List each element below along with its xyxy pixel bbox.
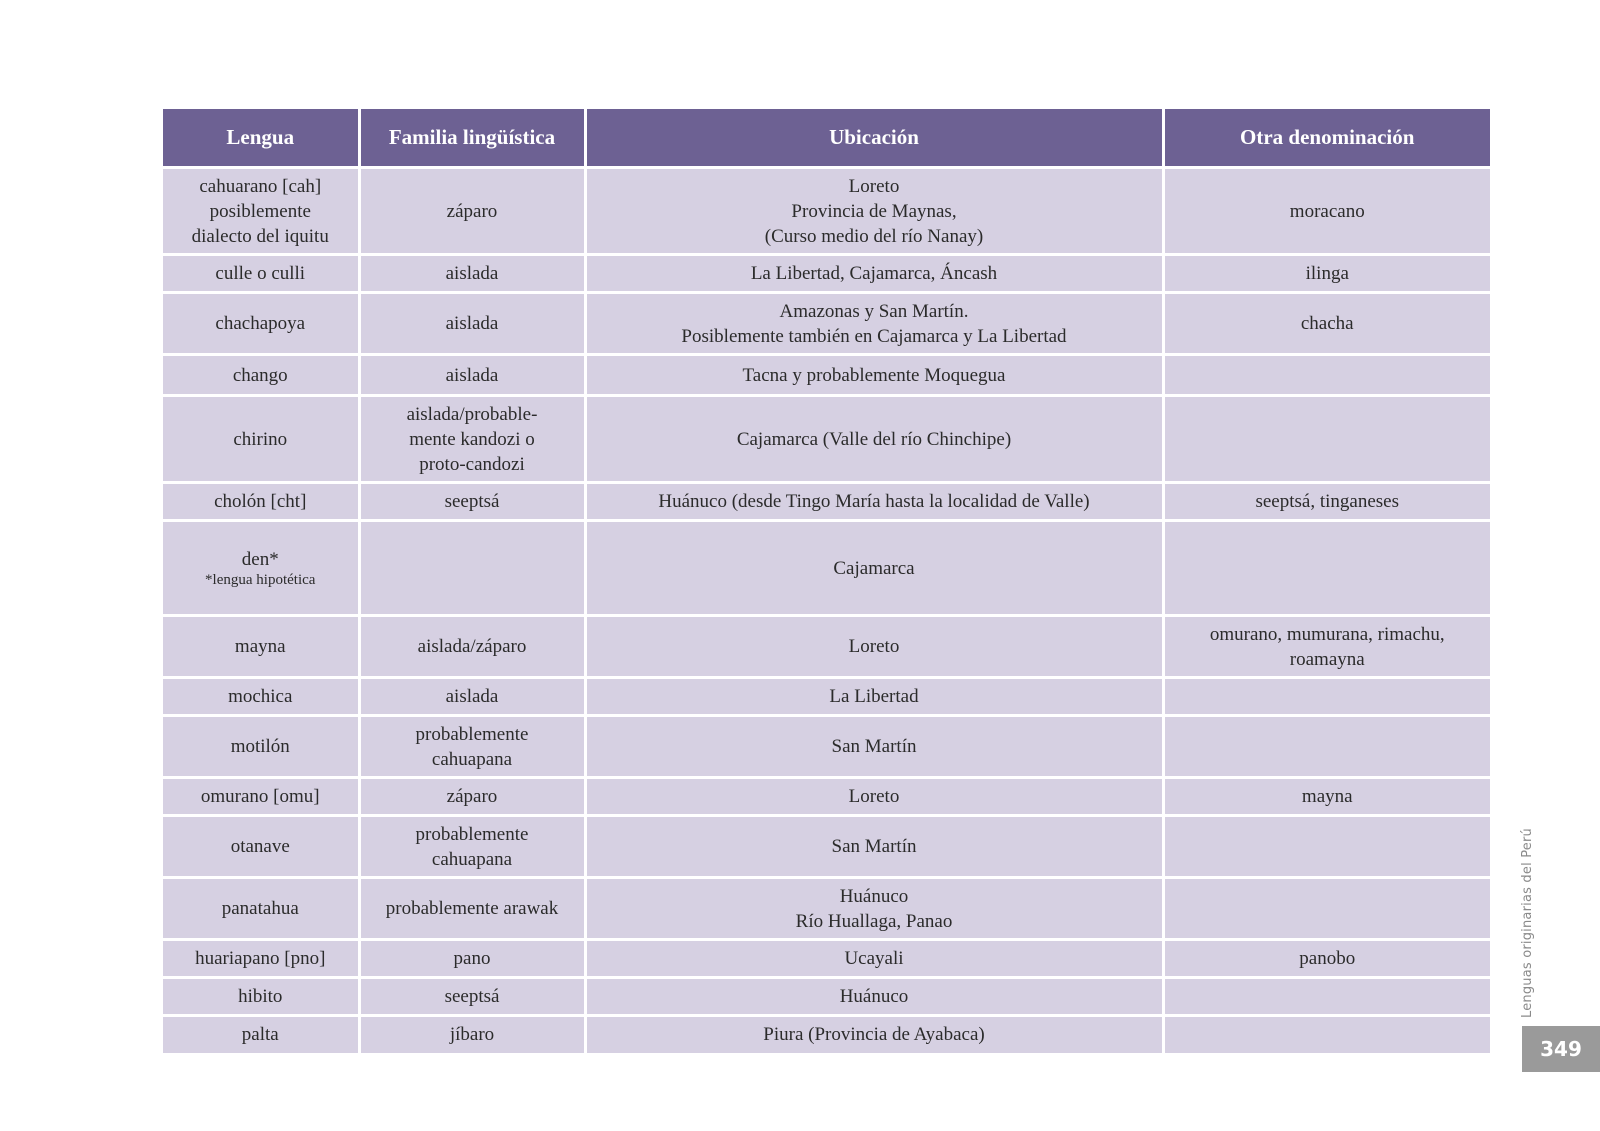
cell-otra [1163, 1016, 1490, 1053]
running-title: Lenguas originarias del Perú [1520, 828, 1535, 1018]
cell-ubicacion: La Libertad, Cajamarca, Áncash [585, 255, 1163, 293]
table-row [163, 355, 1490, 396]
cell-familia [359, 521, 585, 616]
cell-lengua: mayna [163, 616, 359, 678]
cell-otra: chacha [1163, 293, 1490, 355]
cell-lengua: huariapano [pno] [163, 940, 359, 978]
cell-familia: aislada [359, 293, 585, 355]
cell-ubicacion: Ucayali [585, 940, 1163, 978]
cell-ubicacion: San Martín [585, 816, 1163, 878]
header-familia: Familia lingüística [359, 109, 585, 168]
footnote-text: *lengua hipotética [205, 572, 316, 588]
cell-ubicacion: Loreto [585, 616, 1163, 678]
cell-ubicacion: Tacna y probablemente Moquegua [585, 355, 1163, 396]
cell-lengua: chachapoya [163, 293, 359, 355]
cell-ubicacion: Loreto Provincia de Maynas, (Curso medio del río Nanay) [585, 168, 1163, 255]
cell-familia: probablemente arawak [359, 878, 585, 940]
cell-familia: aislada [359, 355, 585, 396]
cell-familia: pano [359, 940, 585, 978]
cell-otra [1163, 816, 1490, 878]
cell-familia: jíbaro [359, 1016, 585, 1053]
cell-familia: probablemente cahuapana [359, 716, 585, 778]
cell-lengua: mochica [163, 678, 359, 716]
table-row [163, 778, 1490, 816]
cell-otra: ilinga [1163, 255, 1490, 293]
cell-lengua: culle o culli [163, 255, 359, 293]
table-row [163, 978, 1490, 1016]
cell-ubicacion: La Libertad [585, 678, 1163, 716]
cell-familia: záparo [359, 778, 585, 816]
table-row [163, 168, 1490, 255]
cell-lengua: chirino [163, 396, 359, 483]
table-row [163, 816, 1490, 878]
table-row [163, 293, 1490, 355]
cell-lengua [163, 521, 359, 616]
cell-familia: seeptsá [359, 483, 585, 521]
cell-lengua: panatahua [163, 878, 359, 940]
cell-lengua: omurano [omu] [163, 778, 359, 816]
cell-familia: aislada [359, 255, 585, 293]
cell-otra [1163, 678, 1490, 716]
table-row [163, 678, 1490, 716]
cell-lengua: chango [163, 355, 359, 396]
cell-familia: aislada [359, 678, 585, 716]
cell-ubicacion: Piura (Provincia de Ayabaca) [585, 1016, 1163, 1053]
languages-table [163, 109, 1490, 1053]
table-row [163, 616, 1490, 678]
table-header-row [163, 109, 1490, 168]
cell-otra [1163, 355, 1490, 396]
page-number: 349 [1522, 1026, 1600, 1072]
table-row [163, 716, 1490, 778]
cell-lengua: hibito [163, 978, 359, 1016]
table-row [163, 940, 1490, 978]
cell-otra [1163, 716, 1490, 778]
cell-ubicacion: Cajamarca (Valle del río Chinchipe) [585, 396, 1163, 483]
cell-familia: aislada/záparo [359, 616, 585, 678]
cell-otra [1163, 521, 1490, 616]
table-row [163, 878, 1490, 940]
cell-otra: panobo [1163, 940, 1490, 978]
cell-otra [1163, 978, 1490, 1016]
cell-lengua: otanave [163, 816, 359, 878]
cell-ubicacion: Cajamarca [585, 521, 1163, 616]
cell-ubicacion: Huánuco Río Huallaga, Panao [585, 878, 1163, 940]
table-row [163, 255, 1490, 293]
cell-lengua: motilón [163, 716, 359, 778]
cell-otra: seeptsá, tinganeses [1163, 483, 1490, 521]
cell-ubicacion: Loreto [585, 778, 1163, 816]
cell-otra: mayna [1163, 778, 1490, 816]
table-row [163, 521, 1490, 616]
cell-otra: omurano, mumurana, rimachu, roamayna [1163, 616, 1490, 678]
cell-familia: seeptsá [359, 978, 585, 1016]
cell-ubicacion: San Martín [585, 716, 1163, 778]
cell-ubicacion: Huánuco [585, 978, 1163, 1016]
header-ubicacion: Ubicación [585, 109, 1163, 168]
cell-otra [1163, 396, 1490, 483]
cell-familia: aislada/probable- mente kandozi o proto-candozi [359, 396, 585, 483]
cell-otra: moracano [1163, 168, 1490, 255]
cell-otra [1163, 878, 1490, 940]
header-lengua: Lengua [163, 109, 359, 168]
header-otra-denominacion: Otra denominación [1163, 109, 1490, 168]
cell-lengua: cholón [cht] [163, 483, 359, 521]
table-row [163, 1016, 1490, 1053]
cell-lengua: palta [163, 1016, 359, 1053]
cell-lengua: cahuarano [cah] posiblemente dialecto del iquitu [163, 168, 359, 255]
cell-ubicacion: Amazonas y San Martín. Posiblemente también en Cajamarca y La Libertad [585, 293, 1163, 355]
cell-familia: záparo [359, 168, 585, 255]
cell-familia: probablemente cahuapana [359, 816, 585, 878]
table-row [163, 396, 1490, 483]
table-row [163, 483, 1490, 521]
lengua-name: den* [241, 549, 279, 570]
cell-ubicacion: Huánuco (desde Tingo María hasta la localidad de Valle) [585, 483, 1163, 521]
